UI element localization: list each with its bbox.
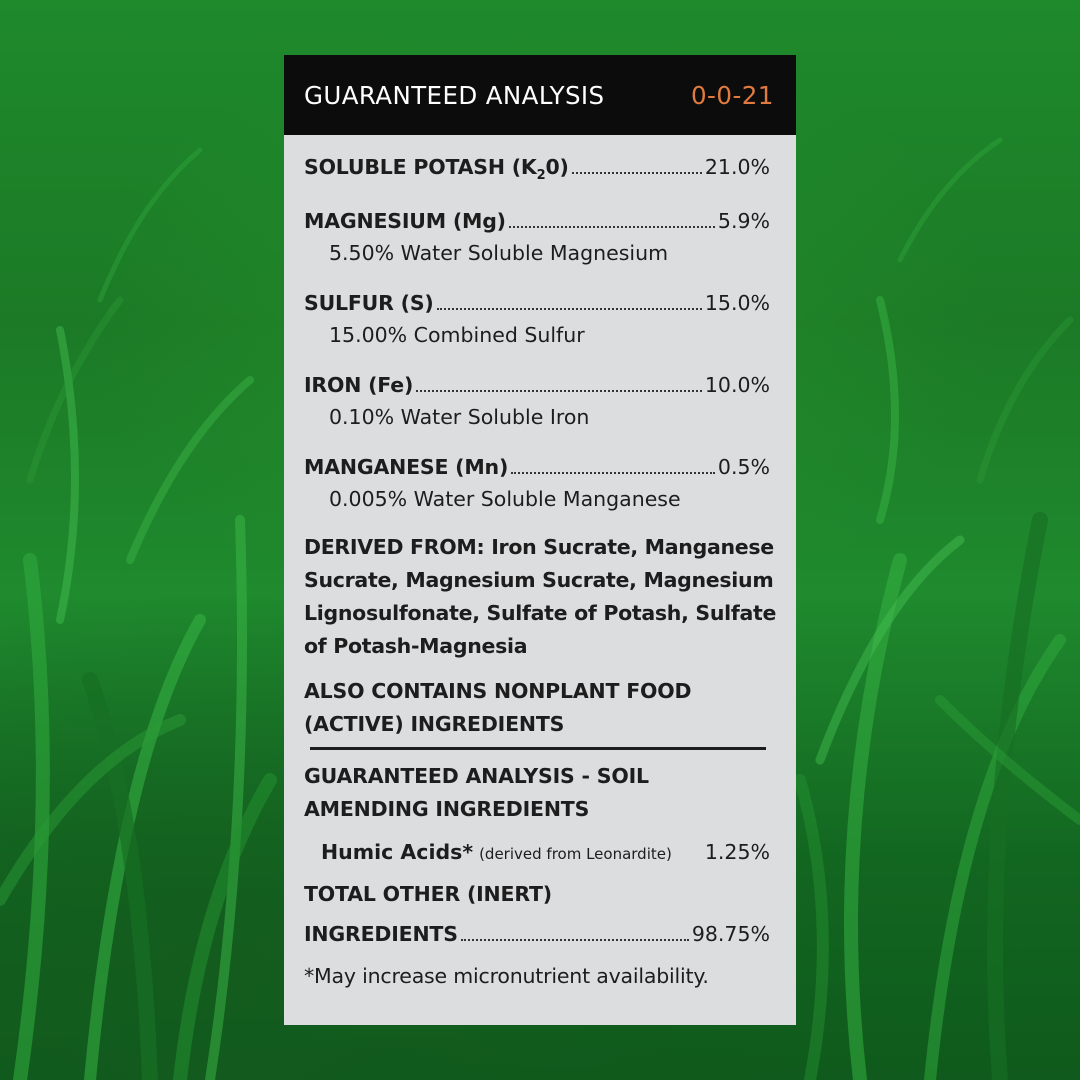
nutrient-iron [304, 373, 770, 429]
label-body [284, 135, 796, 988]
nutrient-value: 21.0% [704, 155, 770, 179]
total-other-line2: INGREDIENTS [304, 922, 458, 947]
nutrient-value: 10.0% [704, 373, 770, 398]
total-other-value: 98.75% [691, 922, 770, 947]
nutrient-value: 0.5% [717, 455, 770, 480]
nutrient-manganese [304, 455, 770, 511]
nutrient-subline: 5.50% Water Soluble Magnesium [329, 241, 669, 266]
also-contains-text: ALSO CONTAINS NONPLANT FOOD (ACTIVE) INGREDIENTS [304, 679, 692, 737]
total-other-line1: TOTAL OTHER (INERT) [304, 882, 552, 907]
nutrient-potash [304, 155, 770, 183]
leader-dots [511, 472, 715, 474]
section-divider [310, 747, 766, 750]
total-other-row [304, 922, 770, 946]
nutrient-subline: 15.00% Combined Sulfur [329, 323, 585, 348]
leader-dots [509, 226, 715, 228]
leader-dots [416, 390, 702, 392]
nutrient-value: 5.9% [717, 209, 770, 234]
nutrient-value: 15.0% [704, 291, 770, 316]
humic-acids-row [304, 840, 770, 864]
nutrient-name: MAGNESIUM (Mg) [304, 209, 506, 234]
nutrient-name: SOLUBLE POTASH $(K_20)$ [304, 155, 569, 184]
npk-ratio: 0-0-21 [690, 80, 774, 110]
nutrient-sulfur [304, 291, 770, 347]
humic-name: Humic Acids* [321, 840, 474, 865]
footnote: *May increase micronutrient availability. [304, 964, 709, 989]
nutrient-subline: 0.10% Water Soluble Iron [329, 405, 590, 430]
humic-note: (derived from Leonardite) [479, 845, 672, 864]
nutrient-name: IRON (Fe) [304, 373, 414, 398]
nutrient-name: SULFUR (S) [304, 291, 434, 316]
guaranteed-analysis-label [284, 55, 796, 1025]
nutrient-name: MANGANESE (Mn) [304, 455, 509, 480]
label-title: GUARANTEED ANALYSIS [304, 80, 605, 110]
nutrient-magnesium [304, 209, 770, 265]
label-header [284, 55, 796, 135]
leader-dots [461, 939, 689, 941]
nutrient-subline: 0.005% Water Soluble Manganese [329, 487, 681, 512]
derived-from-text: DERIVED FROM: Iron Sucrate, Manganese Sucrate, Magnesium Sucrate, Magnesium Lignosulfonate, Sulfate of Potash, Sulfate of Potash-Magnesia [304, 535, 777, 659]
humic-value: 1.25% [704, 840, 770, 865]
leader-dots [572, 172, 702, 174]
leader-dots [437, 308, 702, 310]
soil-amending-heading: GUARANTEED ANALYSIS - SOIL AMENDING INGREDIENTS [304, 764, 649, 822]
